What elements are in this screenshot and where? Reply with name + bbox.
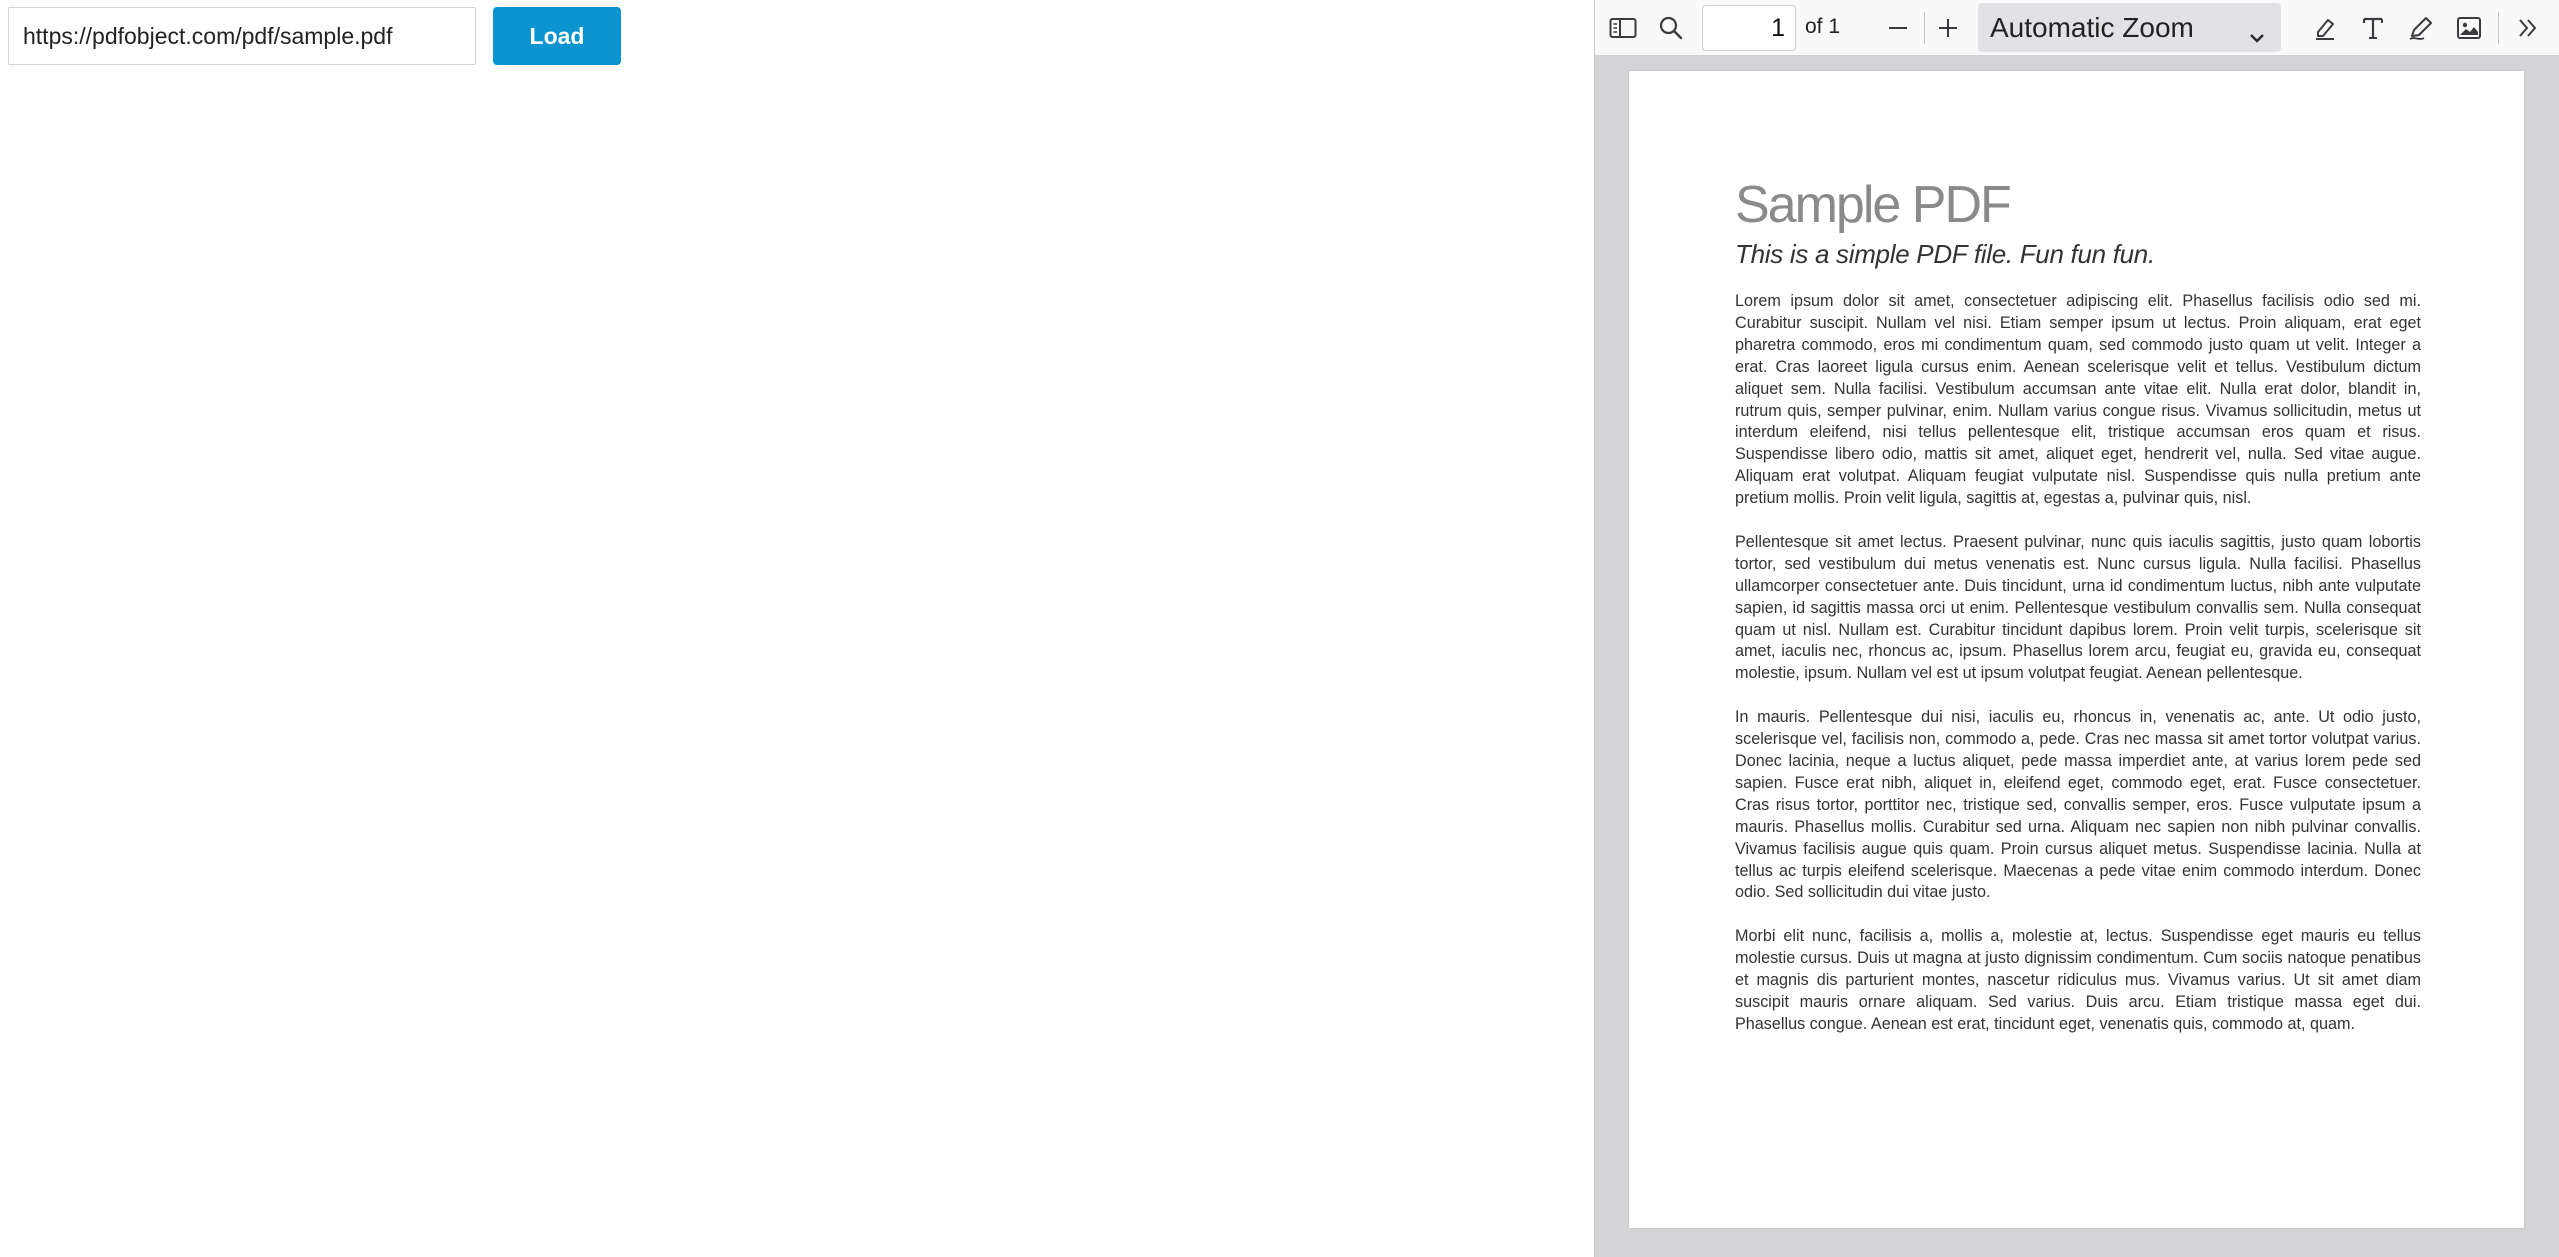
- document-subtitle: This is a simple PDF file. Fun fun fun.: [1735, 239, 2155, 269]
- sidebar-toggle-icon: [1609, 17, 1637, 39]
- pdf-viewer: [1594, 0, 2559, 1257]
- paragraph: Lorem ipsum dolor sit amet, consectetuer adipiscing elit. Phasellus facilisis odio sed mi. Curabitur suscipit. Nullam vel nisi. Etiam semper ipsum ut lectus. Proin aliquam, erat eget pharetra commodo, eros mi condimentum quam, sed commodo justo quam ut velit. Integer a erat. Cras laoreet ligula cursus enim. Aenean scelerisque velit et tellus. Vestibulum dictum aliquet sem. Nulla facilisi. Vestibulum accumsan ante vitae elit. Nulla erat dolor, blandit in, rutrum quis, semper pulvinar, enim. Nullam varius congue risus. Vivamus sollicitudin, metus ut interdum eleifend, nisi tellus pellentesque elit, tristique accumsan eros quam et risus. Suspendisse libero odio, mattis sit amet, aliquet eget, hendrerit vel, nulla. Sed vitae augue. Aliquam erat volutpat. Aliquam feugiat vulputate nisl. Suspendisse quis nulla pretium ante pretium mollis. Proin velit ligula, sagittis at, egestas a, pulvinar quis, nisl.: [1735, 292, 2421, 508]
- zoom-select-value: Automatic Zoom: [1990, 11, 2194, 43]
- add-text-button[interactable]: [2353, 9, 2393, 47]
- highlight-icon: [2311, 14, 2339, 42]
- zoom-out-button[interactable]: [1878, 9, 1918, 47]
- page-count-label: of 1: [1805, 15, 1841, 38]
- image-icon: [2456, 16, 2482, 40]
- draw-icon: [2407, 14, 2435, 42]
- tools-menu-button[interactable]: [2508, 9, 2548, 47]
- toolbar-divider: [1924, 12, 1925, 44]
- toolbar-divider: [2498, 12, 2499, 44]
- zoom-in-icon: [1936, 16, 1960, 40]
- zoom-in-button[interactable]: [1928, 9, 1968, 47]
- search-icon: [1658, 15, 1684, 41]
- chevron-down-icon: [2249, 19, 2265, 51]
- pdf-page: [1629, 71, 2524, 1228]
- draw-button[interactable]: [2401, 9, 2441, 47]
- page-number-input[interactable]: [1702, 5, 1796, 51]
- pdf-url-input[interactable]: [8, 7, 476, 65]
- load-button[interactable]: Load: [493, 7, 621, 65]
- paragraph: Pellentesque sit amet lectus. Praesent pulvinar, nunc quis iaculis sagittis, justo quam lobortis tortor, sed vestibulum dui metus venenatis est. Nunc cursus ligula. Nulla facilisi. Phasellus ullamcorper consectetuer ante. Duis tincidunt, urna id condimentum luctus, nibh ante vulputate sapien, id sagittis massa orci ut enim. Pellentesque vestibulum convallis sem. Nulla consequat quam ut nisl. Nullam est. Curabitur tincidunt dapibus lorem. Proin velit turpis, scelerisque sit amet, iaculis nec, rhoncus ac, ipsum. Phasellus lorem arcu, feugiat eu, gravida eu, consequat molestie, ipsum. Nullam vel est ut ipsum volutpat feugiat. Aenean pellentesque.: [1735, 532, 2421, 683]
- document-body: [1735, 291, 2421, 1058]
- sidebar-toggle-button[interactable]: [1603, 9, 1643, 47]
- zoom-out-icon: [1886, 16, 1910, 40]
- paragraph: In mauris. Pellentesque dui nisi, iaculis eu, rhoncus in, venenatis ac, ante. Ut odio justo, scelerisque vel, facilisis non, commodo a, pede. Cras nec massa sit amet tortor volutpat varius. Donec lacinia, neque a luctus aliquet, pede massa imperdiet ante, at varius lorem pede sed sapien. Fusce erat nibh, aliquet in, eleifend eget, commodo eget, erat. Fusce consectetuer. Cras risus tortor, porttitor nec, tristique sed, convallis semper, eros. Fusce vulputate ipsum a mauris. Phasellus mollis. Curabitur sed urna. Aliquam nec sapien non nibh pulvinar convallis. Vivamus facilisis augue quis quam. Proin cursus aliquet metus. Suspendisse lacinia. Nulla at tellus ac turpis eleifend scelerisque. Maecenas a pede vitae enim commodo interdum. Donec odio. Sed sollicitudin dui vitae justo.: [1735, 708, 2421, 902]
- highlight-button[interactable]: [2305, 9, 2345, 47]
- find-button[interactable]: [1651, 9, 1691, 47]
- text-icon: [2360, 15, 2386, 41]
- document-title: Sample PDF: [1735, 176, 2010, 234]
- add-image-button[interactable]: [2449, 9, 2489, 47]
- tools-menu-icon: [2516, 16, 2540, 40]
- zoom-select[interactable]: [1978, 3, 2281, 52]
- viewer-toolbar: [1595, 0, 2559, 56]
- paragraph: Morbi elit nunc, facilisis a, mollis a, molestie at, lectus. Suspendisse eget mauris eu tellus molestie cursus. Duis ut magna at justo dignissim condimentum. Cum sociis natoque penatibus et magnis dis parturient montes, nascetur ridiculus mus. Vivamus varius. Ut sit amet diam suscipit mauris ornare aliquam. Sed varius. Duis arcu. Etiam tristique massa eget dui. Phasellus congue. Aenean est erat, tincidunt eget, venenatis quis, commodo at, quam.: [1735, 927, 2421, 1033]
